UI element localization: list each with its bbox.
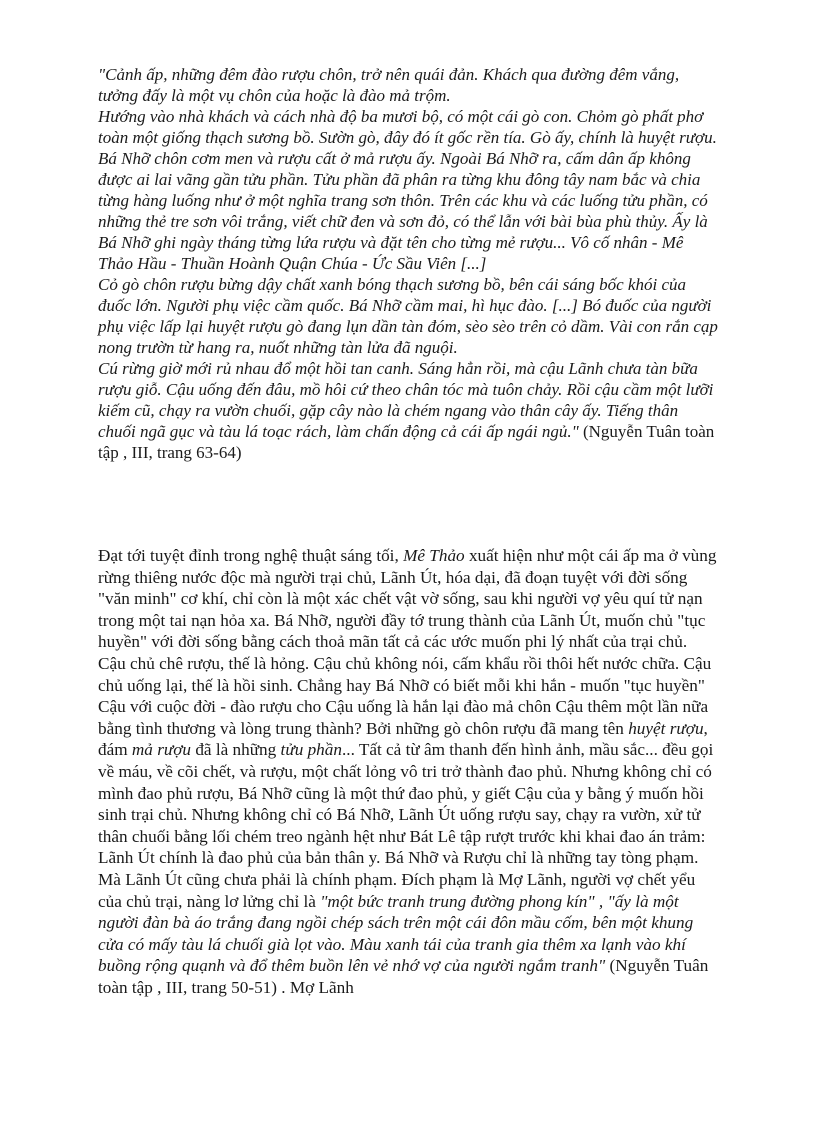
- body-term-ma-ruou: mả rượu: [131, 740, 192, 760]
- quote-paragraph-4: [98, 358, 718, 463]
- body-text: [98, 545, 718, 998]
- body-run: , đám: [98, 718, 708, 760]
- body-run: Đạt tới tuyệt đỉnh trong nghệ thuật sáng tối,: [98, 546, 404, 565]
- body-run: đã là những: [191, 740, 281, 760]
- body-title-me-thao: Mê Thảo: [403, 546, 465, 565]
- quote-citation: (Nguyễn Tuân toàn tập , III, trang 63-64): [98, 422, 715, 462]
- body-citation: (Nguyễn Tuân toàn tập , III, trang 50-51) . Mợ Lãnh: [98, 956, 709, 997]
- body-run: xuất hiện như một cái ấp ma ở vùng rừng thiêng nước độc mà người trại chủ, Lãnh Út, hóa dại, đã đoạn tuyệt với đời sống "văn minh" cơ khí, chỉ còn là một xác chết vật vờ sống, sau khi người vợ yêu quí tử nạn trong một tai nạn hỏa xa. Bá Nhỡ, người đầy tớ trung thành của Lãnh Út, muốn chủ "tục huyền" với đời sống bằng cách thoả mãn tất cả các ước muốn phi lý nhất của trại chủ. Cậu chủ chê rượu, thế là hỏng. Cậu chủ không nói, cấm khẩu rồi thôi hết nước chữa. Cậu chủ uống lại, thế là hồi sinh. Chẳng hay Bá Nhỡ có biết mỗi khi hắn - muốn "tục huyền" Cậu với cuộc đời - đào rượu cho Cậu uống là hắn lại đào mả chôn Cậu thêm một lần nữa bằng tình thương và lòng trung thành? Bởi những gò chôn rượu đã mang tên: [98, 546, 717, 738]
- quote-paragraph-4-text: Cú rừng giờ mới rủ nhau đổ một hồi tan canh. Sáng hẳn rồi, mà cậu Lãnh chưa tàn bữa rượu giỗ. Cậu uống đến đâu, mồ hôi cứ theo chân tóc mà tuôn chảy. Rồi cậu cầm một lưỡi kiếm cũ, chạy ra vườn chuối, gặp cây nào là chém ngang vào thân cây ấy. Tiếng thân chuối ngã gục và tàu lá toạc rách, làm chấn động cả cái ấp ngái ngủ.": [98, 359, 714, 441]
- quote-paragraph-1: "Cảnh ấp, những đêm đào rượu chôn, trở nên quái đản. Khách qua đường đêm vắng, tưởng đấy là một vụ chôn của hoặc là đào mả trộm.: [98, 65, 680, 105]
- quoted-excerpt: [98, 64, 718, 463]
- quote-paragraph-3: Cỏ gò chôn rượu bừng dậy chất xanh bóng thạch sương bồ, bên cái sáng bốc khói của đuốc lớn. Người phụ việc cầm quốc. Bá Nhỡ cầm mai, hì hục đào. [...] Bó đuốc của người phụ việc lấp lại huyệt rượu gò đang lụn dần tàn đóm, sèo sèo trên cỏ dầm. Vài con rắn cạp nong trườn từ hang ra, nuốt những tàn lửa đã nguội.: [98, 275, 718, 357]
- body-inline-quote: "một bức tranh trung đường phong kín" , "ấy là một người đàn bà áo trắng đang ngồi chép sách trên một cái đôn mầu cốm, bên một khung cửa có mấy tàu lá chuối già lọt vào. Màu xanh tái của tranh gia thêm xa lạnh vào khí buồng rộng quạnh và đổ thêm buồn lên vẻ nhớ vợ của người ngắm tranh": [98, 891, 694, 976]
- body-term-huyet-ruou: huyệt rượu: [628, 718, 704, 738]
- body-paragraph: [98, 545, 718, 998]
- body-run: ... Tất cả từ âm thanh đến hình ảnh, mầu sắc... đều gọi về máu, về cõi chết, và rượu, một chất lỏng vô tri trở thành đao phủ. Nhưng không chỉ có mình đao phủ rượu, Bá Nhỡ cũng là một thứ đao phủ, y giết Cậu của y bằng ý muốn hồi sinh trại chủ. Nhưng không chỉ có Bá Nhỡ, Lãnh Út uống rượu say, chạy ra vườn, xử tử thân chuối bằng lối chém treo ngành hệt như Bát Lê tập rượt trước khi khai đao án trảm: Lãnh Út chính là đao phủ của bản thân y. Bá Nhỡ và Rượu chỉ là những tay tòng phạm. Mà Lãnh Út cũng chưa phải là chính phạm. Đích phạm là Mợ Lãnh, người vợ chết yểu của chủ trại, nàng lơ lửng chỉ là: [98, 740, 714, 911]
- body-term-tuu-phan: tửu phần: [280, 740, 342, 760]
- quote-paragraph-2: Hướng vào nhà khách và cách nhà độ ba mươi bộ, có một cái gò con. Chỏm gò phất phơ toàn một giống thạch sương bồ. Sườn gò, đây đó ít gốc rền tía. Gò ấy, chính là huyệt rượu. Bá Nhỡ chôn cơm men và rượu cất ở mả rượu ấy. Ngoài Bá Nhỡ ra, cấm dân ấp không được ai lai vãng gần tửu phần. Tửu phần đã phân ra từng khu đông tây nam bắc và chia từng hàng luống như ở một nghĩa trang sơn thôn. Trên các khu và các luống tửu phần, có những thẻ tre sơn vôi trắng, viết chữ đen và sơn đỏ, có thể lẫn với bài bùa phù thủy. Ấy là Bá Nhỡ ghi ngày tháng từng lứa rượu và đặt tên cho từng mẻ rượu... Vô cố nhân - Mê Thảo Hầu - Thuần Hoành Quận Chúa - Ức Sầu Viên [...]: [98, 107, 717, 273]
